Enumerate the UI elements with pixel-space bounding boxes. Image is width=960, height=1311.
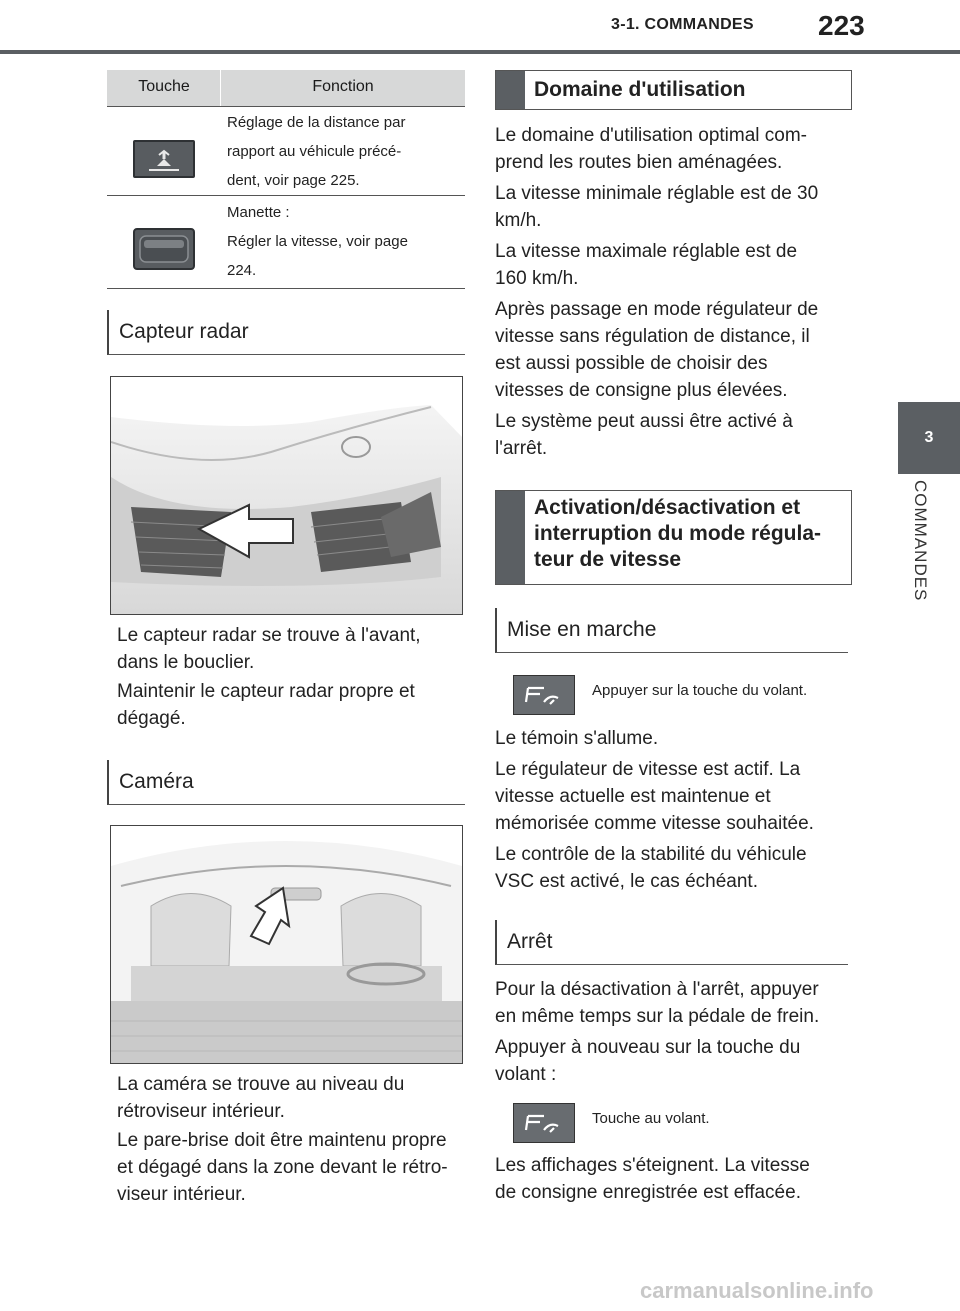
heading-bar [496,71,525,109]
row-text: Réglage de la distance par rapport au véhicule précé- dent, voir page 225. [227,114,406,189]
stop-button-text: Touche au volant. [592,1110,710,1127]
distance-adjust-icon [133,140,195,178]
chapter-label: COMMANDES [911,480,930,602]
camera-image [110,825,463,1064]
domain-heading: Domaine d'utilisation [495,70,852,110]
table-col-separator [220,70,221,106]
camera-para-2: Le pare-brise doit être maintenu propre et dégagé dans la zone devant le rétro- viseur intérieur. [117,1130,448,1205]
start-heading: Mise en marche [495,608,848,653]
chapter-tab: 3 [898,402,960,474]
lever-icon [133,228,195,270]
stop-text: Pour la désactivation à l'arrêt, appuyer en même temps sur la pédale de frein. Appuyer à nouveau sur la touche du volant : [495,979,820,1085]
row-text: Manette : Régler la vitesse, voir page 224. [227,204,408,279]
cruise-control-button-icon [513,675,575,715]
cruise-control-button-icon [513,1103,575,1143]
watermark: carmanualsonline.info [640,1278,874,1303]
camera-para-1: La caméra se trouve au niveau du rétroviseur intérieur. [117,1074,405,1122]
stop-heading: Arrêt [495,920,848,965]
radar-para-1: Le capteur radar se trouve à l'avant, dans le bouclier. [117,625,421,673]
table-row [107,107,465,196]
table-header [107,70,465,107]
radar-heading: Capteur radar [107,310,465,355]
header-rule [0,50,960,54]
start-text: Le témoin s'allume. Le régulateur de vitesse est actif. La vitesse actuelle est maintenue et mémorisée comme vitesse souhaitée. Le contrôle de la stabilité du véhicule VSC est activé, le cas échéant. [495,728,814,892]
heading-bar [496,491,525,584]
radar-para-2: Maintenir le capteur radar propre et dégagé. [117,681,415,729]
page-number: 223 [818,10,865,41]
start-button-text: Appuyer sur la touche du volant. [592,682,808,699]
table-row [107,196,465,289]
domain-text: Le domaine d'utilisation optimal com- prend les routes bien aménagées. La vitesse minimale réglable est de 30 km/h. La vitesse maximale réglable est de 160 km/h. Après passage en mode régulateur de vitesse sans régulation de distance, il est aussi possible de choisir des vitesses de consigne plus élevées. Le système peut aussi être activé à l'arrêt. [495,125,819,459]
col-touche: Touche [138,78,190,95]
activation-heading: Activation/désactivation et interruption du mode régula- teur de vitesse [495,490,852,585]
camera-heading: Caméra [107,760,465,805]
radar-sensor-image [110,376,463,615]
end-text: Les affichages s'éteignent. La vitesse de consigne enregistrée est effacée. [495,1155,810,1203]
col-fonction: Fonction [312,78,374,95]
section-title: 3-1. COMMANDES [611,16,754,33]
